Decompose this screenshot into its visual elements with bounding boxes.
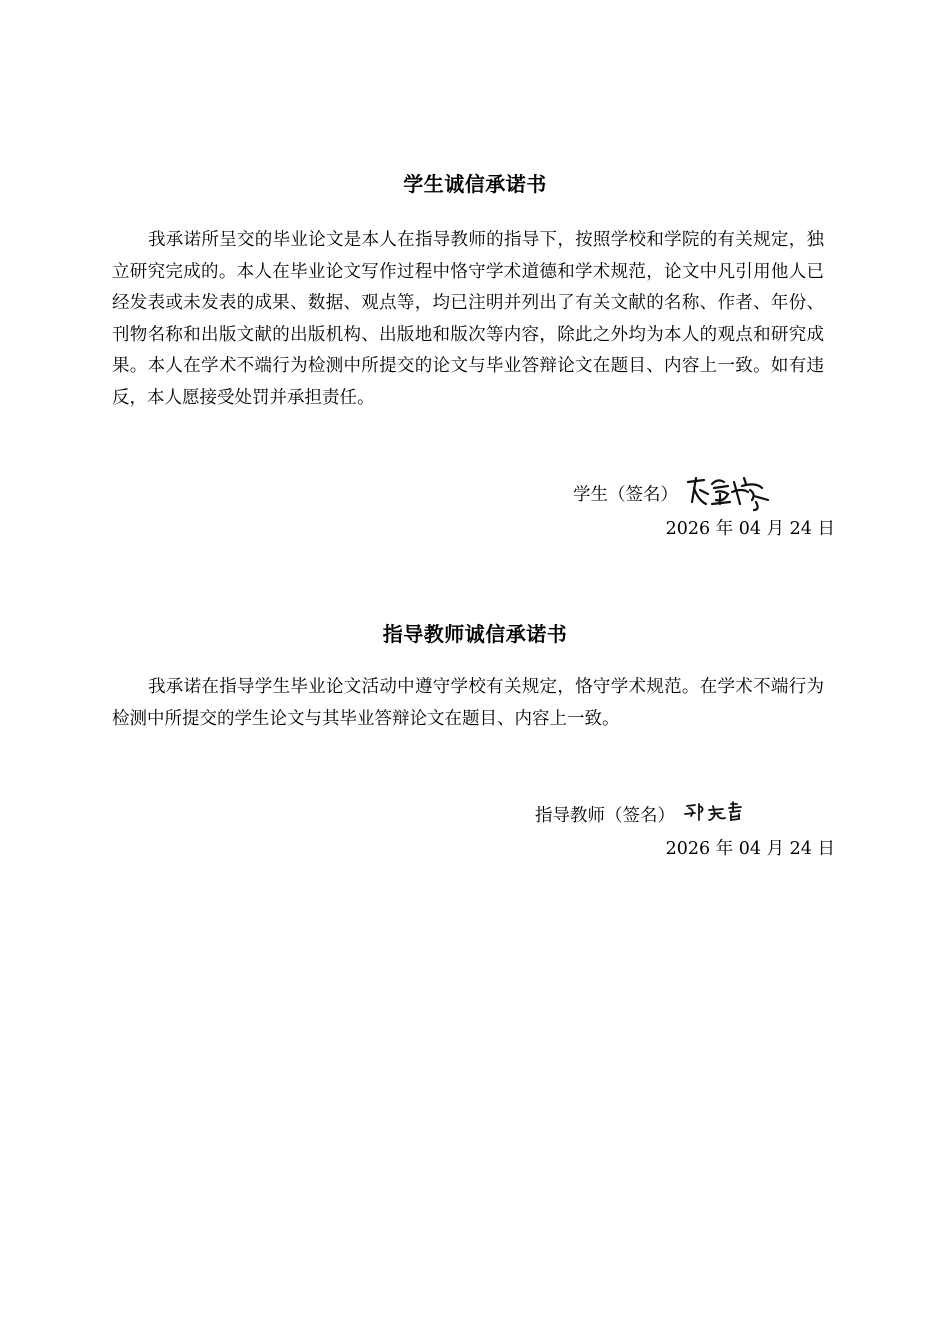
student-date: 2026 年 04 月 24 日 — [665, 519, 835, 539]
advisor-pledge-body: 我承诺在指导学生毕业论文活动中遵守学校有关规定，恪守学术规范。在学术不端行为检测中所提交的学生论文与其毕业答辩论文在题目、内容上一致。 — [112, 677, 824, 729]
student-pledge-body: 我承诺所呈交的毕业论文是本人在指导教师的指导下，按照学校和学院的有关规定，独立研究完成的。本人在毕业论文写作过程中恪守学术道德和学术规范，论文中凡引用他人已经发表或未发表的成果、数据、观点等，均已注明并列出了有关文献的名称、作者、年份、刊物名称和出版文献的出版机构、出版地和版次等内容，除此之外均为本人的观点和研究成果。本人在学术不端行为检测中所提交的论文与毕业答辩论文在题目、内容上一致。如有违反，本人愿接受处罚并承担责任。 — [112, 230, 824, 408]
advisor-pledge-title: 指导教师诚信承诺书 — [382, 622, 568, 646]
student-signature-line — [573, 470, 774, 517]
advisor-signature-line — [535, 800, 753, 829]
student-signature-label: 学生（签名） — [573, 485, 678, 505]
student-pledge-title: 学生诚信承诺书 — [403, 172, 547, 196]
advisor-handwritten-signature — [679, 800, 753, 829]
student-handwritten-signature — [682, 470, 774, 517]
advisor-signature-label: 指导教师（签名） — [535, 806, 675, 826]
advisor-date: 2026 年 04 月 24 日 — [665, 839, 835, 859]
